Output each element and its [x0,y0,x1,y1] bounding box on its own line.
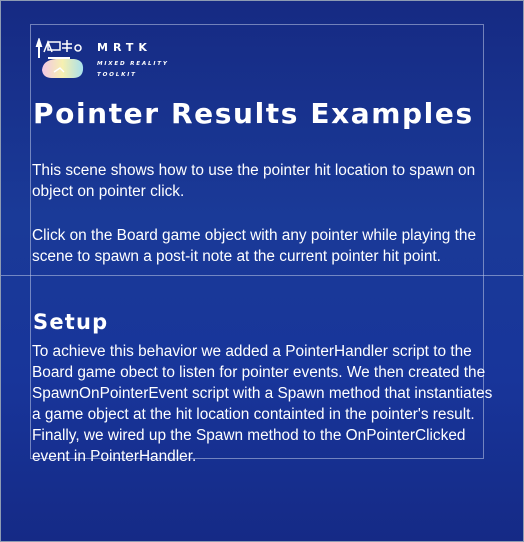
page-title: Pointer Results Examples [33,97,474,130]
logo-subtitle [97,59,187,81]
setup-heading: Setup [33,310,109,334]
scene-horizon-guide [1,275,523,276]
intro-paragraph: This scene shows how to use the pointer hit location to spawn on object on pointer click. [32,162,476,200]
instructions-paragraph: Click on the Board game object with any pointer while playing the scene to spawn a post-it note at the current pointer hit point. [32,227,477,265]
setup-paragraph: To achieve this behavior we added a PointerHandler script to the Board game obect to listen for pointer events. We then created the SpawnOnPointerEvent script with a Spawn method that instantiates a game object at the hit location containted in the pointer's result. Finally, we wired up the Spawn method to the OnPointerClicked event in PointerHandler. [32,343,493,465]
logo-title: MRTK [97,41,152,54]
logo-subtitle-line-1: MIXED REALITY [97,61,169,67]
mrtk-headset-icon [34,38,92,82]
mrtk-logo [34,38,184,84]
logo-subtitle-line-2: TOOLKIT [97,72,137,78]
